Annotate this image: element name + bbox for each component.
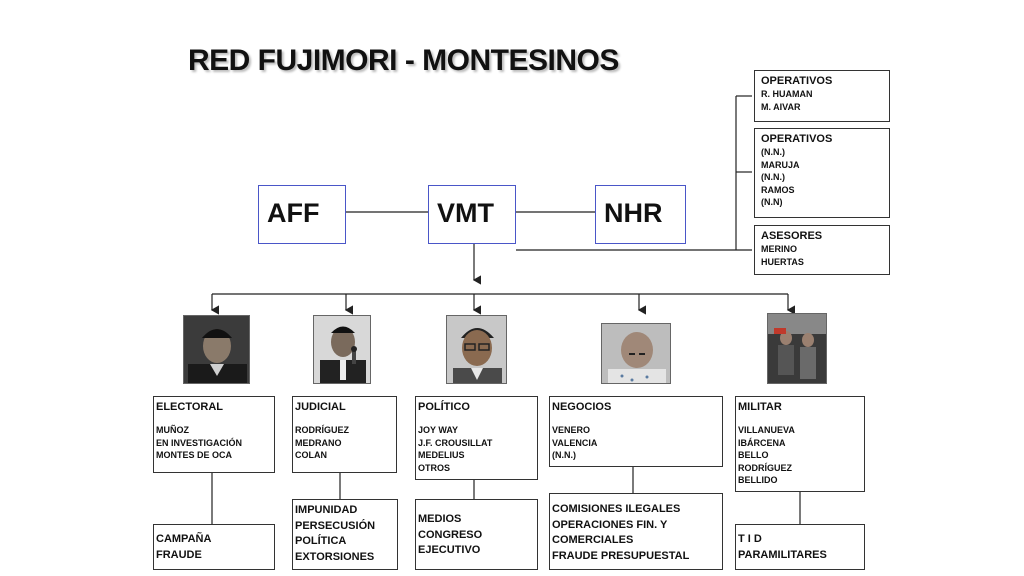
node-aff-label: AFF [267,198,320,228]
box-item: BELLIDO [738,475,778,485]
box-item: OPERACIONES FIN. Y [552,518,668,531]
militar-box [735,396,865,492]
box-head: POLÍTICO [418,401,470,413]
military-group-icon [767,313,827,384]
box-head: MILITAR [738,401,782,413]
electoral-sub-box [153,524,275,570]
box-item: RODRÍGUEZ [295,425,349,435]
node-vmt-label: VMT [437,198,494,228]
panel-item: (N.N) [761,197,783,207]
node-nhr-label: NHR [604,198,663,228]
panel-item: MARUJA [761,159,800,170]
portrait-man-microphone-icon [313,315,371,384]
panel-item: RAMOS [761,184,795,195]
panel-item: (N.N.) [761,172,785,182]
negocios-sub-box [549,493,723,570]
negocios-box [549,396,723,467]
box-item: MEDRANO [295,437,342,448]
box-item: COMISIONES ILEGALES [552,503,681,515]
box-item: IMPUNIDAD [295,504,358,516]
militar-sub-box [735,524,865,570]
box-item: FRAUDE PRESUPUESTAL [552,549,690,562]
panel-head: OPERATIVOS [761,133,833,145]
page-title: RED FUJIMORI - MONTESINOS [188,44,619,77]
box-item: POLÍTICA [295,535,347,547]
box-item: EXTORSIONES [295,550,375,563]
panel-operativos-2 [754,128,890,218]
panel-item: HUERTAS [761,256,804,267]
politico-box [415,396,538,480]
box-item: CAMPAÑA [156,533,212,545]
box-item: VALENCIA [552,437,598,448]
box-item: PERSECUSIÓN [295,519,376,532]
panel-item: R. HUAMAN [761,89,813,99]
panel-item: (N.N.) [761,147,785,157]
panel-asesores [754,225,890,275]
electoral-box [153,396,275,473]
box-item: J.F. CROUSILLAT [418,437,493,448]
box-item: MEDIOS [418,513,462,525]
box-item: (N.N.) [552,450,576,460]
box-item: COMERCIALES [552,534,634,546]
box-item: PARAMILITARES [738,548,827,561]
portrait-bald-man-icon [601,323,671,384]
box-item: FRAUDE [156,548,202,561]
box-item: COLAN [295,450,327,460]
panel-operativos-1 [754,70,890,122]
box-item: VENERO [552,425,591,435]
portrait-man-glasses-icon [446,315,507,384]
box-item: CONGRESO [418,528,483,541]
node-nhr [595,185,686,244]
box-item: JOY WAY [418,425,459,435]
judicial-sub-box [292,499,398,570]
box-item: MONTES DE OCA [156,450,233,460]
box-item: BELLO [738,450,769,460]
portrait-man-suit-icon [183,315,250,384]
node-aff [258,185,346,244]
box-item: MEDELIUS [418,450,465,460]
panel-item: MERINO [761,244,797,254]
panel-head: ASESORES [761,230,823,242]
box-item: T I D [738,533,762,545]
box-head: JUDICIAL [295,401,346,413]
panel-item: M. AIVAR [761,101,801,112]
panel-head: OPERATIVOS [761,75,833,87]
box-item: IBÁRCENA [738,437,786,448]
box-item: MUÑOZ [156,425,189,435]
box-item: VILLANUEVA [738,425,795,435]
box-item: EN INVESTIGACIÓN [156,437,243,448]
box-head: ELECTORAL [156,401,224,413]
node-vmt [428,185,516,244]
judicial-box [292,396,397,473]
box-item: EJECUTIVO [418,544,481,556]
politico-sub-box [415,499,538,570]
box-item: OTROS [418,462,451,473]
box-head: NEGOCIOS [552,401,612,413]
box-item: RODRÍGUEZ [738,462,792,473]
